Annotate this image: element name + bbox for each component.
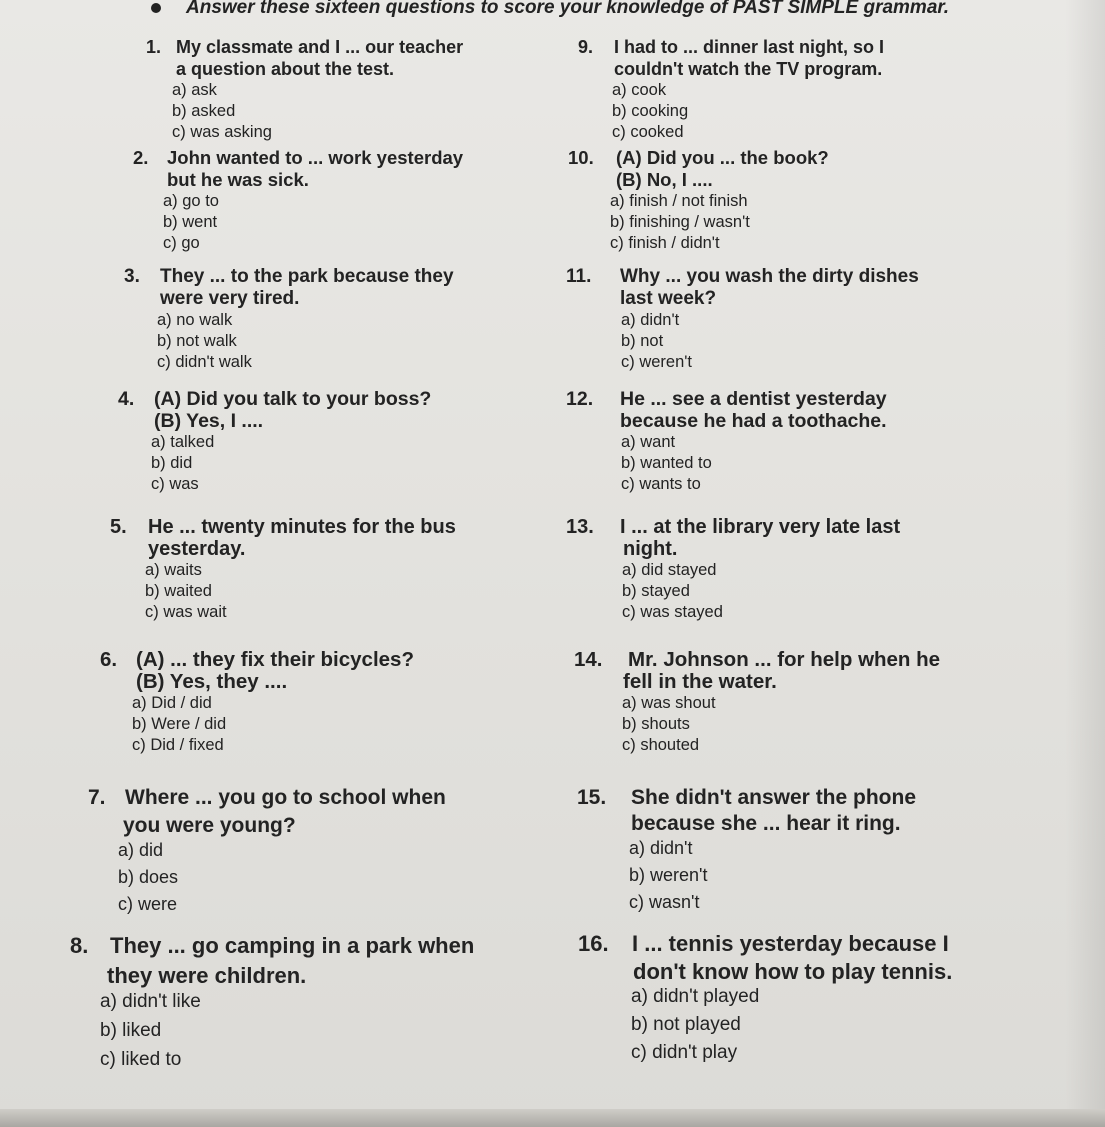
option-a[interactable]: a) didn't played (631, 986, 760, 1007)
question-number: 2. (133, 147, 149, 168)
question-stem-line-1: My classmate and I ... our teacher (176, 37, 464, 57)
option-c[interactable]: c) weren't (621, 353, 693, 371)
question-stem-line-2: they were children. (107, 963, 307, 988)
question-stem-line-2: a question about the test. (176, 59, 395, 79)
question-stem-line-1: He ... see a dentist yesterday (620, 388, 887, 410)
question-stem-line-2: because he had a toothache. (620, 410, 887, 432)
option-a[interactable]: a) was shout (622, 694, 716, 712)
question-stem-line-1: Where ... you go to school when (125, 786, 446, 809)
option-a[interactable]: a) did stayed (622, 561, 717, 579)
question-stem-line-1: Mr. Johnson ... for help when he (628, 648, 941, 671)
option-a[interactable]: a) talked (151, 433, 215, 451)
option-c[interactable]: c) was (151, 475, 199, 493)
option-c[interactable]: c) wants to (621, 475, 701, 493)
question-stem-line-1: (A) Did you ... the book? (616, 147, 829, 168)
question-number: 3. (124, 266, 140, 287)
option-a[interactable]: a) didn't (629, 838, 693, 858)
question-11 (566, 266, 919, 373)
question-stem-line-2: don't know how to play tennis. (633, 959, 953, 984)
option-c[interactable]: c) didn't walk (157, 353, 252, 371)
option-b[interactable]: b) Were / did (132, 715, 227, 733)
question-7 (88, 787, 446, 918)
question-stem-line-1: They ... to the park because they (160, 266, 454, 287)
option-b[interactable]: b) shouts (622, 715, 690, 733)
option-a[interactable]: a) no walk (157, 311, 233, 329)
option-c[interactable]: c) shouted (622, 736, 700, 754)
question-13 (566, 516, 900, 623)
question-number: 9. (578, 37, 594, 57)
option-a[interactable]: a) waits (145, 561, 202, 579)
question-number: 13. (566, 516, 594, 538)
question-8 (70, 935, 474, 1074)
question-6 (100, 649, 414, 756)
option-b[interactable]: b) did (151, 454, 193, 472)
option-a[interactable]: a) didn't (621, 311, 680, 329)
question-stem-line-2: night. (623, 538, 678, 560)
option-b[interactable]: b) waited (145, 582, 212, 600)
question-1 (146, 36, 463, 143)
option-c[interactable]: c) liked to (100, 1049, 182, 1070)
option-c[interactable]: c) didn't play (631, 1042, 738, 1063)
option-c[interactable]: c) finish / didn't (610, 234, 720, 252)
question-stem-line-2: couldn't watch the TV program. (614, 59, 883, 79)
question-stem-line-1: She didn't answer the phone (631, 786, 917, 809)
option-b[interactable]: b) cooking (612, 102, 689, 120)
question-stem-line-1: I ... at the library very late last (620, 516, 901, 538)
question-3 (124, 266, 454, 373)
question-stem-line-1: John wanted to ... work yesterday (167, 147, 464, 168)
question-stem-line-1: I ... tennis yesterday because I (632, 931, 949, 956)
question-16 (578, 933, 952, 1067)
question-2 (133, 147, 463, 254)
option-b[interactable]: b) not (621, 332, 664, 350)
question-stem-line-1: (A) Did you talk to your boss? (154, 388, 432, 410)
question-15 (577, 787, 916, 916)
question-stem-line-2: (B) Yes, they .... (136, 670, 288, 693)
question-number: 10. (568, 147, 594, 168)
question-stem-line-2: fell in the water. (623, 670, 777, 693)
question-9 (578, 36, 884, 143)
question-number: 7. (88, 786, 106, 809)
question-number: 14. (574, 648, 603, 671)
option-b[interactable]: b) not played (631, 1014, 741, 1035)
instruction-text: Answer these sixteen questions to score your knowledge of PAST SIMPLE grammar. (186, 0, 950, 18)
option-a[interactable]: a) did (118, 840, 164, 860)
question-stem-line-2: you were young? (123, 814, 296, 837)
option-a[interactable]: a) cook (612, 81, 667, 99)
page-shadow (1065, 0, 1105, 1127)
question-number: 11. (566, 266, 592, 287)
question-number: 4. (118, 388, 135, 410)
option-b[interactable]: b) asked (172, 102, 236, 120)
question-stem-line-1: They ... go camping in a park when (110, 933, 475, 958)
option-c[interactable]: c) was stayed (622, 603, 723, 621)
question-stem-line-2: (B) Yes, I .... (154, 410, 264, 432)
option-a[interactable]: a) Did / did (132, 694, 212, 712)
question-4 (118, 388, 431, 495)
question-number: 5. (110, 516, 127, 538)
question-12 (566, 388, 887, 495)
option-b[interactable]: b) not walk (157, 332, 237, 350)
question-stem-line-2: yesterday. (148, 538, 246, 560)
question-stem-line-1: He ... twenty minutes for the bus (148, 516, 456, 538)
option-c[interactable]: c) cooked (612, 123, 684, 141)
option-c[interactable]: c) was wait (145, 603, 227, 621)
question-stem-line-2: were very tired. (160, 288, 300, 309)
question-stem-line-1: I had to ... dinner last night, so I (614, 37, 885, 57)
question-stem-line-1: (A) ... they fix their bicycles? (136, 648, 414, 671)
option-c[interactable]: c) go (163, 234, 200, 252)
page-bottom-edge (0, 1109, 1105, 1127)
option-b[interactable]: b) stayed (622, 582, 690, 600)
question-10 (568, 147, 829, 254)
option-b[interactable]: b) wanted to (621, 454, 712, 472)
question-stem-line-2: last week? (620, 288, 717, 309)
option-a[interactable]: a) finish / not finish (610, 192, 748, 210)
option-a[interactable]: a) go to (163, 192, 219, 210)
option-c[interactable]: c) were (118, 894, 178, 914)
question-number: 8. (70, 933, 89, 958)
option-a[interactable]: a) ask (172, 81, 217, 99)
question-stem-line-2: but he was sick. (167, 169, 309, 190)
question-number: 1. (146, 37, 162, 57)
option-c[interactable]: c) wasn't (629, 892, 700, 912)
bullet-icon (151, 3, 161, 13)
question-number: 12. (566, 388, 594, 410)
question-stem-line-2: (B) No, I .... (616, 169, 713, 190)
option-c[interactable]: c) Did / fixed (132, 736, 224, 754)
option-b[interactable]: b) went (163, 213, 218, 231)
question-5 (110, 516, 456, 623)
option-b[interactable]: b) finishing / wasn't (610, 213, 750, 231)
option-b[interactable]: b) does (118, 867, 179, 887)
question-number: 15. (577, 786, 607, 809)
option-b[interactable]: b) weren't (629, 865, 708, 885)
question-stem-line-1: Why ... you wash the dirty dishes (620, 266, 919, 287)
question-number: 16. (578, 931, 609, 956)
option-c[interactable]: c) was asking (172, 123, 272, 141)
option-a[interactable]: a) didn't like (100, 991, 201, 1012)
question-stem-line-2: because she ... hear it ring. (631, 812, 901, 835)
question-number: 6. (100, 648, 118, 671)
option-b[interactable]: b) liked (100, 1020, 162, 1041)
question-14 (574, 649, 940, 756)
option-a[interactable]: a) want (621, 433, 676, 451)
